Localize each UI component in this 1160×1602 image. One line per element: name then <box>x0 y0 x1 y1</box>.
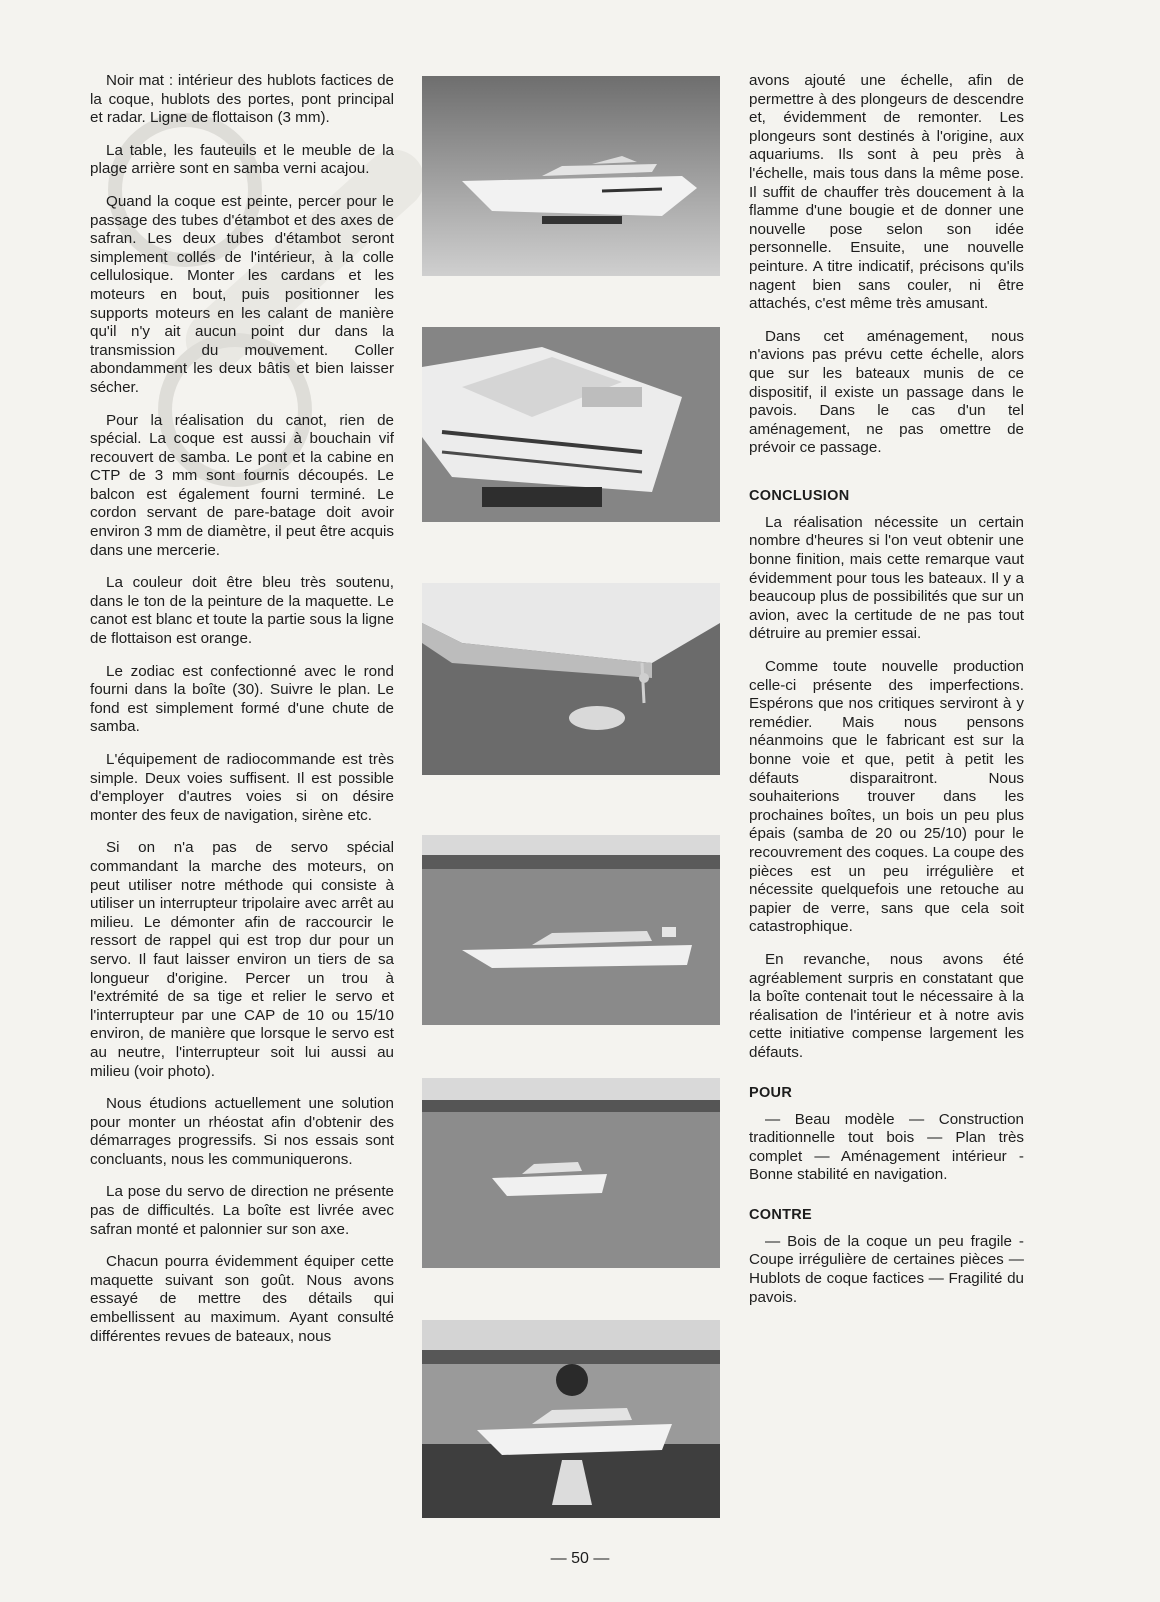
pour-list: — Beau modèle — Construction traditionnelle tout bois — Plan très complet — Aménagement intérieur - Bonne stabilité en navigation. <box>749 1110 1024 1184</box>
paragraph: avons ajouté une échelle, afin de permettre à des plongeurs de descendre et, évidemment de remonter. Les plongeurs sont destinés à l'origine, aux aquariums. Ils sont à peu près à l'échelle, mais tous dans la même pose. Il suffit de chauffer très doucement à la flamme d'une bougie et de donner une nouvelle pose selon son idée personnelle. Ensuite, une nouvelle peinture. A titre indicatif, précisons qu'ils nagent bien sans couler, ni être attachés, c'est même très amusant. <box>749 72 1024 313</box>
photo-yacht-profile <box>422 76 720 276</box>
photo-deck-detail <box>422 327 720 522</box>
paragraph: En revanche, nous avons été agréablement surpris en constatant que la boîte contenait tout le nécessaire à la réalisation de l'intérieur et à notre avis cette initiative compense largement les défauts. <box>749 950 1024 1061</box>
right-text-column <box>749 72 1024 1321</box>
paragraph: Dans cet aménagement, nous n'avions pas prévu cette échelle, alors que sur les bateaux munis de ce dispositif, il existe un passage dans le pavois. Dans le cas d'un tel aménagement, ne pas omettre de prévoir ce passage. <box>749 327 1024 457</box>
paragraph: La table, les fauteuils et le meuble de la plage arrière sont en samba verni acajou. <box>90 141 394 178</box>
photo-yacht-on-lake <box>422 835 720 1025</box>
section-heading-pour: POUR <box>749 1084 793 1101</box>
contre-list: — Bois de la coque un peu fragile - Coupe irrégulière de certaines pièces — Hublots de coque factices — Fragilité du pavois. <box>749 1232 1024 1306</box>
photo-yacht-sailing <box>422 1078 720 1268</box>
photo-builder-with-model <box>422 1320 720 1518</box>
paragraph: Si on n'a pas de servo spécial commandant la marche des moteurs, on peut utiliser notre méthode qui consiste à utiliser un interrupteur tripolaire avec arrêt au milieu. Le démonter afin de raccourcir le ressort de rappel qui est trop dur pour un servo. Il faut laisser environ un tiers de sa longueur d'origine. Percer un trou à l'extrémité de sa tige et relier le servo et l'interrupteur par une CAP de 10 ou 15/10 environ, de manière que lorsque le servo est au neutre, l'interrupteur soit lui aussi au milieu (voir photo). <box>90 839 394 1080</box>
paragraph: Chacun pourra évidemment équiper cette maquette suivant son goût. Nous avons essayé de mettre des détails qui embellissent au maximum. Ayant consulté différentes revues de bateaux, nous <box>90 1253 394 1345</box>
section-heading-conclusion: CONCLUSION <box>749 487 850 504</box>
paragraph: Nous étudions actuellement une solution pour monter un rhéostat afin d'obtenir des démarrages progressifs. Si nos essais sont concluants, nous les communiquerons. <box>90 1095 394 1168</box>
paragraph: Comme toute nouvelle production celle-ci présente des imperfections. Espérons que nos critiques serviront à y remédier. Mais nous pensons néanmoins que le fabricant est sur la bonne voie et que, petit à petit les défauts disparaitront. Nous souhaiterions trouver dans les prochaines boîtes, un bois un peu plus épais (samba de 20 ou 25/10) pour le recouvrement des coques. La coupe des pièces est un peu irrégulière et nécessite quelquefois une retouche au papier de verre, sans que cela soit catastrophique. <box>749 658 1024 936</box>
paragraph: Pour la réalisation du canot, rien de spécial. La coque est aussi à bouchain vif recouvert de samba. Le pont et la cabine en CTP de 3 mm sont fournis découpés. Le balcon est également fourni terminé. Le cordon servant de pare-batage doit avoir environ 3 mm de diamètre, il peut être acquis dans une mercerie. <box>90 411 394 559</box>
left-text-column <box>90 72 394 1360</box>
paragraph: L'équipement de radiocommande est très simple. Deux voies suffisent. Il est possible d'employer d'autres voies si on désire monter des feux de navigation, sirène etc. <box>90 751 394 824</box>
page-number: — 50 — <box>550 1550 610 1567</box>
paragraph: Le zodiac est confectionné avec le rond fourni dans la boîte (30). Suivre le plan. Le fond est simplement formé d'une chute de samba. <box>90 662 394 736</box>
paragraph: Noir mat : intérieur des hublots factices de la coque, hublots des portes, pont principal et radar. Ligne de flottaison (3 mm). <box>90 72 394 127</box>
photo-stern-divers <box>422 583 720 775</box>
section-heading-contre: CONTRE <box>749 1206 813 1223</box>
paragraph: La pose du servo de direction ne présente pas de difficultés. La boîte est livrée avec safran monté et palonnier sur son axe. <box>90 1183 394 1238</box>
paragraph: Quand la coque est peinte, percer pour le passage des tubes d'étambot et des axes de safran. Les deux tubes d'étambot seront simplement collés de l'intérieur, à la colle cellulosique. Monter les cardans et les moteurs en bout, puis positionner les supports moteurs en les calant de manière qu'il n'y ait aucun point dur dans la transmission du mouvement. Coller abondamment les deux bâtis et bien laisser sécher. <box>90 192 394 396</box>
paragraph: La réalisation nécessite un certain nombre d'heures si l'on veut obtenir une bonne finition, mais cette remarque vaut évidemment pour tous les bateaux. Il y a beaucoup plus de possibilités que sur un avion, avec la certitude de ne pas tout détruire au premier essai. <box>749 513 1024 643</box>
paragraph: La couleur doit être bleu très soutenu, dans le ton de la peinture de la maquette. Le canot est blanc et toute la partie sous la ligne de flottaison est orange. <box>90 574 394 648</box>
